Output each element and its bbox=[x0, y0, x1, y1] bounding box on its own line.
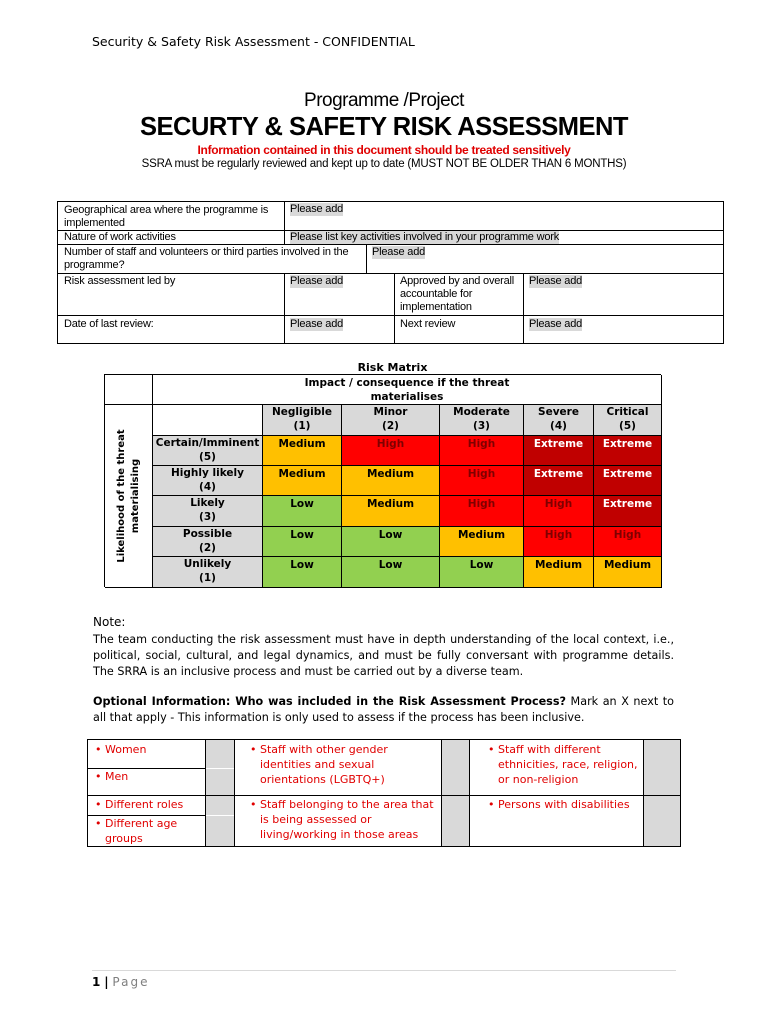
matrix-corner-cell bbox=[105, 375, 153, 405]
optional-info bbox=[93, 694, 674, 726]
disability-checkbox[interactable] bbox=[644, 796, 680, 846]
risk-cell-medium: Medium bbox=[594, 557, 662, 588]
men-checkbox[interactable] bbox=[206, 769, 234, 795]
impact-moderate: Moderate (3) bbox=[440, 405, 524, 436]
risk-cell-low: Low bbox=[263, 557, 342, 588]
page-number: 1 bbox=[92, 975, 101, 989]
page-label: Page bbox=[112, 975, 150, 989]
page-header: Security & Safety Risk Assessment - CONFIDENTIAL bbox=[92, 34, 415, 49]
risk-cell-high: High bbox=[440, 436, 524, 466]
optional-info-text: Mark an X next to all that apply - This information is only used to assess if the process has been inclusive. bbox=[93, 695, 674, 724]
next-review-label: Next review bbox=[400, 318, 456, 330]
risk-cell-low: Low bbox=[342, 527, 440, 557]
sensitive-notice: Information contained in this document should be treated sensitively bbox=[197, 143, 571, 157]
likelihood-col-header bbox=[153, 405, 263, 436]
last-review-value[interactable]: Please add bbox=[290, 318, 344, 330]
women-item: • Women bbox=[105, 742, 146, 757]
likelihood-row-label: Likely (3) bbox=[153, 496, 263, 527]
next-review-value[interactable]: Please add bbox=[529, 318, 583, 330]
area-item: • Staff belonging to the area that is being assessed or living/working in those areas bbox=[260, 797, 436, 842]
men-item: • Men bbox=[105, 769, 128, 784]
risk-cell-low: Low bbox=[263, 496, 342, 527]
age-item: • Different age groups bbox=[105, 816, 200, 846]
roles-item: • Different roles bbox=[105, 797, 183, 812]
geo-area-label: Geographical area where the programme is implemented bbox=[64, 204, 269, 229]
area-checkbox[interactable] bbox=[442, 796, 469, 846]
risk-cell-high: High bbox=[594, 527, 662, 557]
likelihood-row-label: Unlikely (1) bbox=[153, 557, 263, 588]
likelihood-row-label: Highly likely (4) bbox=[153, 466, 263, 496]
title-programme-project: Programme /Project bbox=[304, 90, 464, 111]
impact-header bbox=[153, 375, 662, 405]
risk-cell-low: Low bbox=[263, 527, 342, 557]
impact-header-text: Impact / consequence if the threat materialises bbox=[304, 377, 510, 403]
likelihood-header bbox=[105, 405, 153, 588]
led-by-value[interactable]: Please add bbox=[290, 275, 344, 287]
risk-cell-medium: Medium bbox=[342, 466, 440, 496]
risk-cell-medium: Medium bbox=[524, 557, 594, 588]
age-checkbox[interactable] bbox=[206, 816, 234, 846]
risk-matrix bbox=[104, 374, 661, 587]
footer-divider bbox=[92, 970, 676, 971]
inclusion-table bbox=[87, 739, 681, 847]
risk-cell-high: High bbox=[342, 436, 440, 466]
work-activities-value[interactable]: Please list key activities involved in your programme work bbox=[290, 231, 560, 243]
last-review-label: Date of last review: bbox=[64, 318, 154, 330]
likelihood-header-text: Likelihood of the threat materialising bbox=[116, 429, 141, 563]
risk-cell-extreme: Extreme bbox=[594, 496, 662, 527]
note-text: The team conducting the risk assessment must have in depth understanding of the local context, i.e., political, social, cultural, and legal dynamics, and must be fully conversant with programme details. The SRRA is an inclusive process and must be carried out by a diverse team. bbox=[93, 633, 674, 678]
page-footer bbox=[92, 975, 149, 989]
risk-cell-high: High bbox=[440, 466, 524, 496]
optional-info-heading: Optional Information: Who was included in the Risk Assessment Process? bbox=[93, 695, 566, 708]
geo-area-value[interactable]: Please add bbox=[290, 203, 344, 215]
impact-negligible: Negligible (1) bbox=[263, 405, 342, 436]
note-heading: Note: bbox=[93, 615, 126, 629]
risk-cell-medium: Medium bbox=[263, 436, 342, 466]
risk-cell-high: High bbox=[524, 527, 594, 557]
impact-critical: Critical (5) bbox=[594, 405, 662, 436]
risk-matrix-title: Risk Matrix bbox=[357, 361, 428, 374]
risk-cell-medium: Medium bbox=[342, 496, 440, 527]
impact-severe: Severe (4) bbox=[524, 405, 594, 436]
risk-cell-high: High bbox=[440, 496, 524, 527]
ethnic-checkbox[interactable] bbox=[644, 740, 680, 795]
risk-cell-low: Low bbox=[342, 557, 440, 588]
approved-by-value[interactable]: Please add bbox=[529, 275, 583, 287]
staff-count-value[interactable]: Please add bbox=[372, 246, 426, 258]
likelihood-row-label: Certain/Imminent (5) bbox=[153, 436, 263, 466]
work-activities-label: Nature of work activities bbox=[64, 231, 176, 243]
risk-cell-extreme: Extreme bbox=[524, 436, 594, 466]
risk-cell-extreme: Extreme bbox=[524, 466, 594, 496]
risk-cell-extreme: Extreme bbox=[594, 436, 662, 466]
review-notice: SSRA must be regularly reviewed and kept up to date (MUST NOT BE OLDER THAN 6 MONTHS) bbox=[141, 158, 627, 170]
risk-cell-medium: Medium bbox=[263, 466, 342, 496]
gender-checkbox[interactable] bbox=[442, 740, 469, 795]
risk-cell-high: High bbox=[524, 496, 594, 527]
risk-cell-low: Low bbox=[440, 557, 524, 588]
likelihood-row-label: Possible (2) bbox=[153, 527, 263, 557]
programme-info-table bbox=[57, 201, 724, 344]
risk-cell-extreme: Extreme bbox=[594, 466, 662, 496]
staff-count-label: Number of staff and volunteers or third parties involved in the programme? bbox=[64, 246, 349, 271]
page-sep: | bbox=[104, 975, 109, 989]
impact-minor: Minor (2) bbox=[342, 405, 440, 436]
disability-item: • Persons with disabilities bbox=[498, 797, 630, 812]
gender-item: • Staff with other gender identities and sexual orientations (LGBTQ+) bbox=[260, 742, 430, 787]
roles-checkbox[interactable] bbox=[206, 796, 234, 815]
women-checkbox[interactable] bbox=[206, 740, 234, 768]
risk-cell-medium: Medium bbox=[440, 527, 524, 557]
document-title: SECURTY & SAFETY RISK ASSESSMENT bbox=[140, 113, 628, 141]
approved-by-label: Approved by and overall accountable for implementation bbox=[400, 275, 515, 313]
ethnic-item: • Staff with different ethnicities, race, religion, or non-religion bbox=[498, 742, 643, 787]
led-by-label: Risk assessment led by bbox=[64, 275, 176, 287]
